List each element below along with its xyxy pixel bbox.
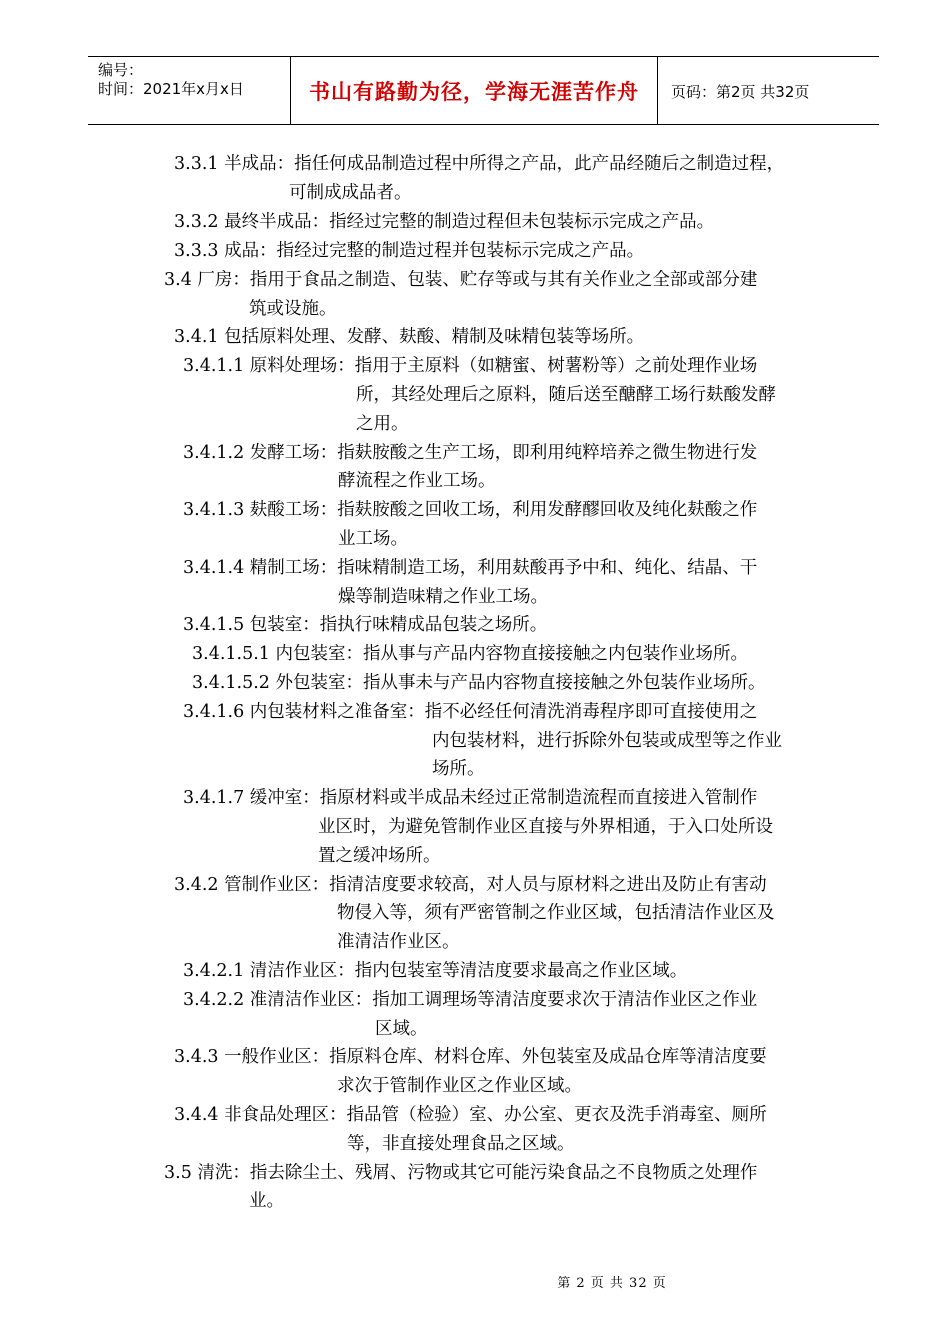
line-3-4-cont: 筑或设施。 bbox=[249, 299, 337, 319]
line-3-4-1-7: 3.4.1.7 缓冲室：指原材料或半成品未经过正常制造流程而直接进入管制作 bbox=[183, 788, 758, 808]
header-page-info: 页码：第2页 共32页 bbox=[671, 83, 810, 101]
header-top-rule bbox=[88, 56, 879, 57]
line-3-4-1-6: 3.4.1.6 内包装材料之准备室：指不必经任何清洗消毒程序即可直接使用之 bbox=[183, 702, 758, 722]
line-3-3-1-cont: 可制成成品者。 bbox=[289, 183, 412, 203]
line-3-4-4-cont: 等，非直接处理食品之区域。 bbox=[347, 1134, 575, 1154]
line-3-4-1-4: 3.4.1.4 精制工场：指味精制造工场，利用麸酸再予中和、纯化、结晶、干 bbox=[183, 558, 758, 578]
line-3-4-1: 3.4.1 包括原料处理、发酵、麸酸、精制及味精包装等场所。 bbox=[174, 327, 645, 347]
line-3-4-4: 3.4.4 非食品处理区：指品管（检验）室、办公室、更衣及洗手消毒室、厕所 bbox=[174, 1105, 767, 1125]
line-3-4-1-7-cont1: 业区时，为避免管制作业区直接与外界相通，于入口处所设 bbox=[318, 817, 773, 837]
line-3-4-3-cont: 求次于管制作业区之作业区域。 bbox=[337, 1076, 582, 1096]
page-footer: 第 2 页 共 32 页 bbox=[557, 1276, 667, 1291]
line-3-4-1-1: 3.4.1.1 原料处理场：指用于主原料（如糖蜜、树薯粉等）之前处理作业场 bbox=[183, 356, 758, 376]
line-3-3-2: 3.3.2 最终半成品：指经过完整的制造过程但未包装标示完成之产品。 bbox=[174, 212, 715, 232]
line-3-4-2-1: 3.4.2.1 清洁作业区：指内包装室等清洁度要求最高之作业区域。 bbox=[183, 961, 688, 981]
line-3-4-1-1-cont1: 所，其经处理后之原料，随后送至醣酵工场行麸酸发酵 bbox=[356, 385, 776, 405]
document-date-label: 时间：2021年x月x日 bbox=[98, 80, 244, 98]
line-3-3-1: 3.3.1 半成品：指任何成品制造过程中所得之产品，此产品经随后之制造过程， bbox=[174, 154, 785, 174]
line-3-4-1-1-cont2: 之用。 bbox=[356, 414, 409, 434]
line-3-4-1-5-1: 3.4.1.5.1 内包装室：指从事与产品内容物直接接触之内包装作业场所。 bbox=[192, 644, 748, 664]
header-motto: 书山有路勤为径，学海无涯苦作舟 bbox=[309, 80, 639, 104]
line-3-4-1-3: 3.4.1.3 麸酸工场：指麸胺酸之回收工场，利用发酵醪回收及纯化麸酸之作 bbox=[183, 500, 758, 520]
line-3-4-1-2: 3.4.1.2 发酵工场：指麸胺酸之生产工场，即利用纯粹培养之微生物进行发 bbox=[183, 443, 758, 463]
line-3-4-3: 3.4.3 一般作业区：指原料仓库、材料仓库、外包装室及成品仓库等清洁度要 bbox=[174, 1047, 767, 1067]
header-divider-right bbox=[657, 56, 658, 125]
line-3-4-1-5-2: 3.4.1.5.2 外包装室：指从事未与产品内容物直接接触之外包装作业场所。 bbox=[192, 673, 766, 693]
line-3-4-2-2: 3.4.2.2 准清洁作业区：指加工调理场等清洁度要求次于清洁作业区之作业 bbox=[183, 990, 758, 1010]
line-3-4-1-4-cont: 燥等制造味精之作业工场。 bbox=[338, 587, 548, 607]
line-3-4-1-6-cont2: 场所。 bbox=[432, 759, 485, 779]
line-3-4-2: 3.4.2 管制作业区：指清洁度要求较高，对人员与原材料之进出及防止有害动 bbox=[174, 875, 767, 895]
header-bottom-rule bbox=[88, 124, 879, 125]
line-3-4-1-3-cont: 业工场。 bbox=[338, 529, 408, 549]
line-3-4-1-5: 3.4.1.5 包装室：指执行味精成品包装之场所。 bbox=[183, 615, 548, 635]
line-3-3-3: 3.3.3 成品：指经过完整的制造过程并包装标示完成之产品。 bbox=[174, 241, 645, 261]
line-3-5: 3.5 清洗：指去除尘土、残屑、污物或其它可能污染食品之不良物质之处理作 bbox=[164, 1163, 758, 1183]
line-3-4-2-cont1: 物侵入等，须有严密管制之作业区域，包括清洁作业区及 bbox=[337, 903, 775, 923]
line-3-4-1-6-cont1: 内包装材料，进行拆除外包装或成型等之作业 bbox=[432, 731, 782, 751]
line-3-4-1-2-cont: 酵流程之作业工场。 bbox=[338, 471, 496, 491]
line-3-4-2-cont2: 准清洁作业区。 bbox=[337, 932, 460, 952]
line-3-4-2-2-cont: 区域。 bbox=[375, 1019, 428, 1039]
line-3-4: 3.4 厂房：指用于食品之制造、包装、贮存等或与其有关作业之全部或部分建 bbox=[164, 270, 758, 290]
line-3-5-cont: 业。 bbox=[249, 1191, 284, 1211]
document-number-label: 编号： bbox=[98, 61, 144, 79]
line-3-4-1-7-cont2: 置之缓冲场所。 bbox=[318, 846, 441, 866]
